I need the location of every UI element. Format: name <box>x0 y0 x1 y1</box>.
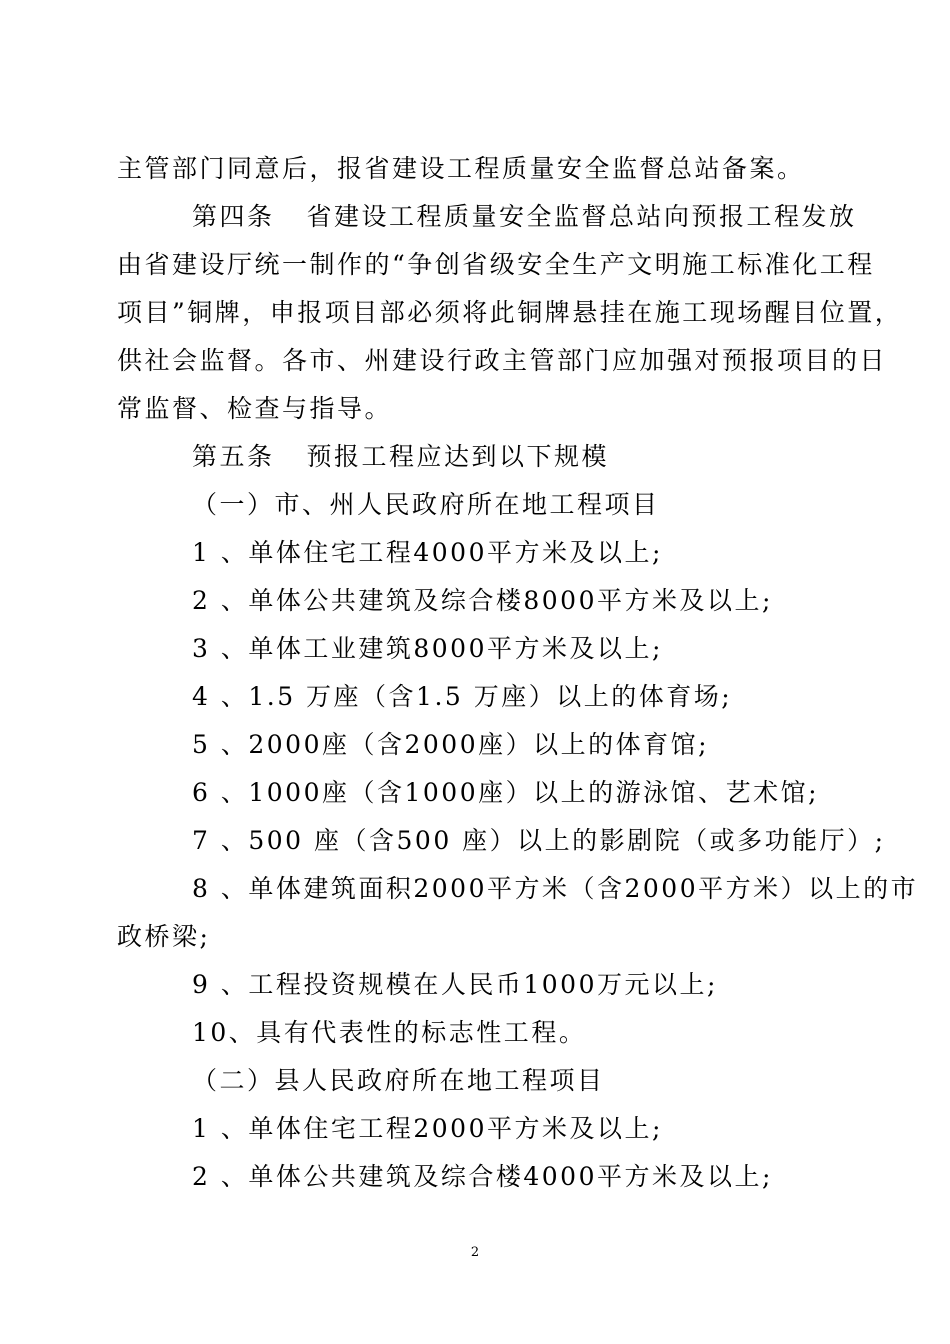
list-item: 1 、单体住宅工程2000平方米及以上; <box>192 1114 663 1143</box>
list-item: 4 、1.5 万座（含1.5 万座）以上的体育场; <box>192 682 733 711</box>
list-item: 3 、单体工业建筑8000平方米及以上; <box>192 634 663 663</box>
paragraph-line: 由省建设厅统一制作的“争创省级安全生产文明施工标准化工程 <box>117 250 875 279</box>
article-4-text: 省建设工程质量安全监督总站向预报工程发放 <box>306 202 857 231</box>
article-4-heading: 第四条 <box>192 202 275 231</box>
page-number: 2 <box>470 1245 480 1260</box>
paragraph-line: 供社会监督。各市、州建设行政主管部门应加强对预报项目的日 <box>117 346 888 375</box>
list-item-continuation: 政桥梁; <box>117 922 211 951</box>
list-item: 2 、单体公共建筑及综合楼4000平方米及以上; <box>192 1162 773 1191</box>
paragraph-line: 项目”铜牌，申报项目部必须将此铜牌悬挂在施工现场醒目位置， <box>117 298 903 327</box>
list-item: 8 、单体建筑面积2000平方米（含2000平方米）以上的市 <box>192 874 919 903</box>
list-item: 2 、单体公共建筑及综合楼8000平方米及以上; <box>192 586 773 615</box>
article-5-line <box>192 440 609 474</box>
list-item: 7 、500 座（含500 座）以上的影剧院（或多功能厅）; <box>192 826 886 855</box>
list-item: 10、具有代表性的标志性工程。 <box>192 1018 587 1047</box>
list-item: 9 、工程投资规模在人民币1000万元以上; <box>192 970 718 999</box>
paragraph-line: 常监督、检查与指导。 <box>117 394 393 423</box>
section-heading-1: （一）市、州人民政府所在地工程项目 <box>192 490 660 519</box>
section-heading-2: （二）县人民政府所在地工程项目 <box>192 1066 605 1095</box>
article-4-line <box>192 200 857 234</box>
article-5-heading: 第五条 <box>192 442 275 471</box>
list-item: 1 、单体住宅工程4000平方米及以上; <box>192 538 663 567</box>
list-item: 5 、2000座（含2000座）以上的体育馆; <box>192 730 710 759</box>
article-5-text: 预报工程应达到以下规模 <box>306 442 610 471</box>
paragraph-line: 主管部门同意后，报省建设工程质量安全监督总站备案。 <box>117 154 805 183</box>
list-item: 6 、1000座（含1000座）以上的游泳馆、艺术馆; <box>192 778 820 807</box>
